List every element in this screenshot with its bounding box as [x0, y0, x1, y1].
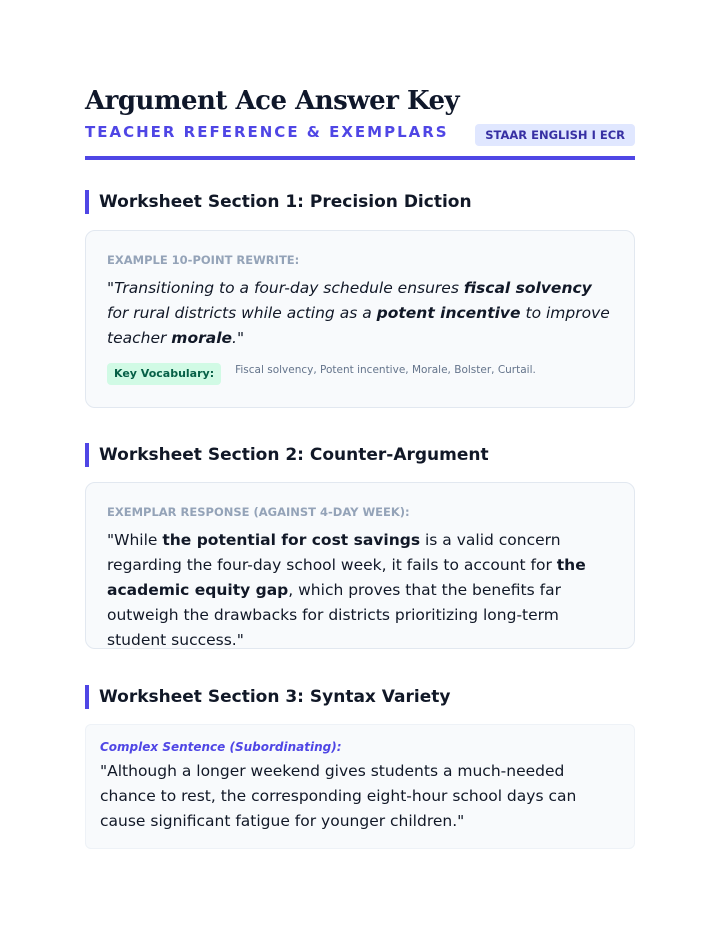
vocab-tag: Key Vocabulary: [107, 363, 221, 385]
content [85, 84, 635, 830]
quote-bold: the potential for cost savings [162, 531, 421, 549]
section-1-quote [107, 276, 613, 351]
section-1-label: EXAMPLE 10-POINT REWRITE: [107, 253, 300, 267]
page-title: Argument Ace Answer Key [85, 86, 460, 116]
section-2-card [85, 482, 635, 649]
section-3-label: Complex Sentence (Subordinating): [100, 740, 342, 754]
section-1-heading: Worksheet Section 1: Precision Diction [85, 190, 649, 214]
section-3-card [85, 724, 635, 849]
vocab-row [107, 363, 613, 385]
header-divider [85, 156, 635, 160]
section-2-label: EXEMPLAR RESPONSE (AGAINST 4-DAY WEEK): [107, 505, 410, 519]
quote-text: , which proves that the benefits far outweigh the drawbacks for districts prioritizing long-term student success." [107, 581, 561, 649]
quote-text: is a valid concern regarding the four-day school week, it fails to account for [107, 531, 561, 574]
vocab-list: Fiscal solvency, Potent incentive, Morale, Bolster, Curtail. [235, 364, 536, 376]
quote-text: for rural districts while acting as a [107, 304, 377, 322]
page-subtitle: TEACHER REFERENCE & EXEMPLARS [85, 123, 449, 141]
section-2-quote [107, 528, 613, 653]
quote-text: "While [107, 531, 163, 549]
quote-text: to improve teacher [107, 304, 610, 347]
section-3-quote: "Although a longer weekend gives students a much-needed chance to rest, the corresponding eight-hour school days can cause significant fatigue for younger children." [100, 762, 577, 830]
quote-text: ." [232, 329, 245, 347]
exam-badge: STAAR ENGLISH I ECR [475, 124, 635, 146]
section-1-card [85, 230, 635, 408]
quote-text: "Transitioning to a four-day schedule ensures [107, 279, 464, 297]
header [85, 84, 635, 160]
section-3-heading: Worksheet Section 3: Syntax Variety [85, 685, 649, 709]
quote-bold: fiscal solvency [463, 279, 592, 297]
section-2-heading: Worksheet Section 2: Counter-Argument [85, 443, 649, 467]
quote-bold: potent incentive [376, 304, 521, 322]
quote-bold: the academic equity gap [107, 556, 586, 599]
quote-bold: morale [171, 329, 233, 347]
